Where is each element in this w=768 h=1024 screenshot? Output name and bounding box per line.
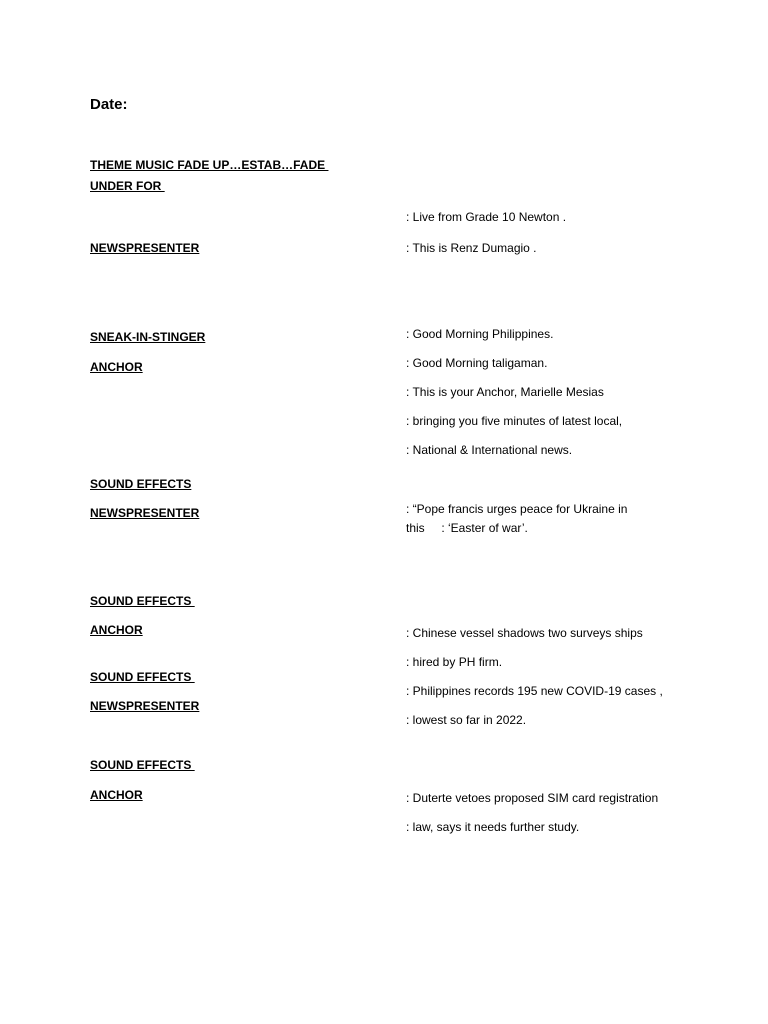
script-line: : bringing you five minutes of latest local, [406,414,623,428]
cue-sound-effects: SOUND EFFECTS [90,670,195,684]
script-line: this : ‘Easter of war’. [406,521,528,535]
script-line: : Chinese vessel shadows two surveys ships [406,626,643,640]
cue-anchor: ANCHOR [90,788,143,802]
date-label: Date: [90,96,128,113]
cue-newspresenter: NEWSPRESENTER [90,241,200,255]
cue-anchor: ANCHOR [90,623,143,637]
cue-newspresenter: NEWSPRESENTER [90,506,200,520]
cue-anchor: ANCHOR [90,360,143,374]
script-line: : Philippines records 195 new COVID-19 cases , [406,684,663,698]
script-line: : hired by PH firm. [406,655,503,669]
script-line: : Duterte vetoes proposed SIM card registration [406,791,659,805]
script-line: : Good Morning taligaman. [406,356,548,370]
script-line: : This is your Anchor, Marielle Mesias [406,385,604,399]
script-line: : This is Renz Dumagio . [406,241,537,255]
cue-sound-effects: SOUND EFFECTS [90,594,195,608]
script-line: : “Pope francis urges peace for Ukraine in [406,502,628,516]
cue-theme-music-line-2: UNDER FOR [90,179,165,193]
cue-sneak-in-stinger: SNEAK-IN-STINGER [90,330,206,344]
script-line: : law, says it needs further study. [406,820,580,834]
script-line: : Good Morning Philippines. [406,327,554,341]
script-line: : Live from Grade 10 Newton . [406,210,567,224]
cue-sound-effects: SOUND EFFECTS [90,477,192,491]
script-line: : National & International news. [406,443,573,457]
cue-theme-music-line-1: THEME MUSIC FADE UP…ESTAB…FADE [90,158,329,172]
cue-newspresenter: NEWSPRESENTER [90,699,200,713]
cue-sound-effects: SOUND EFFECTS [90,758,195,772]
script-line: : lowest so far in 2022. [406,713,527,727]
